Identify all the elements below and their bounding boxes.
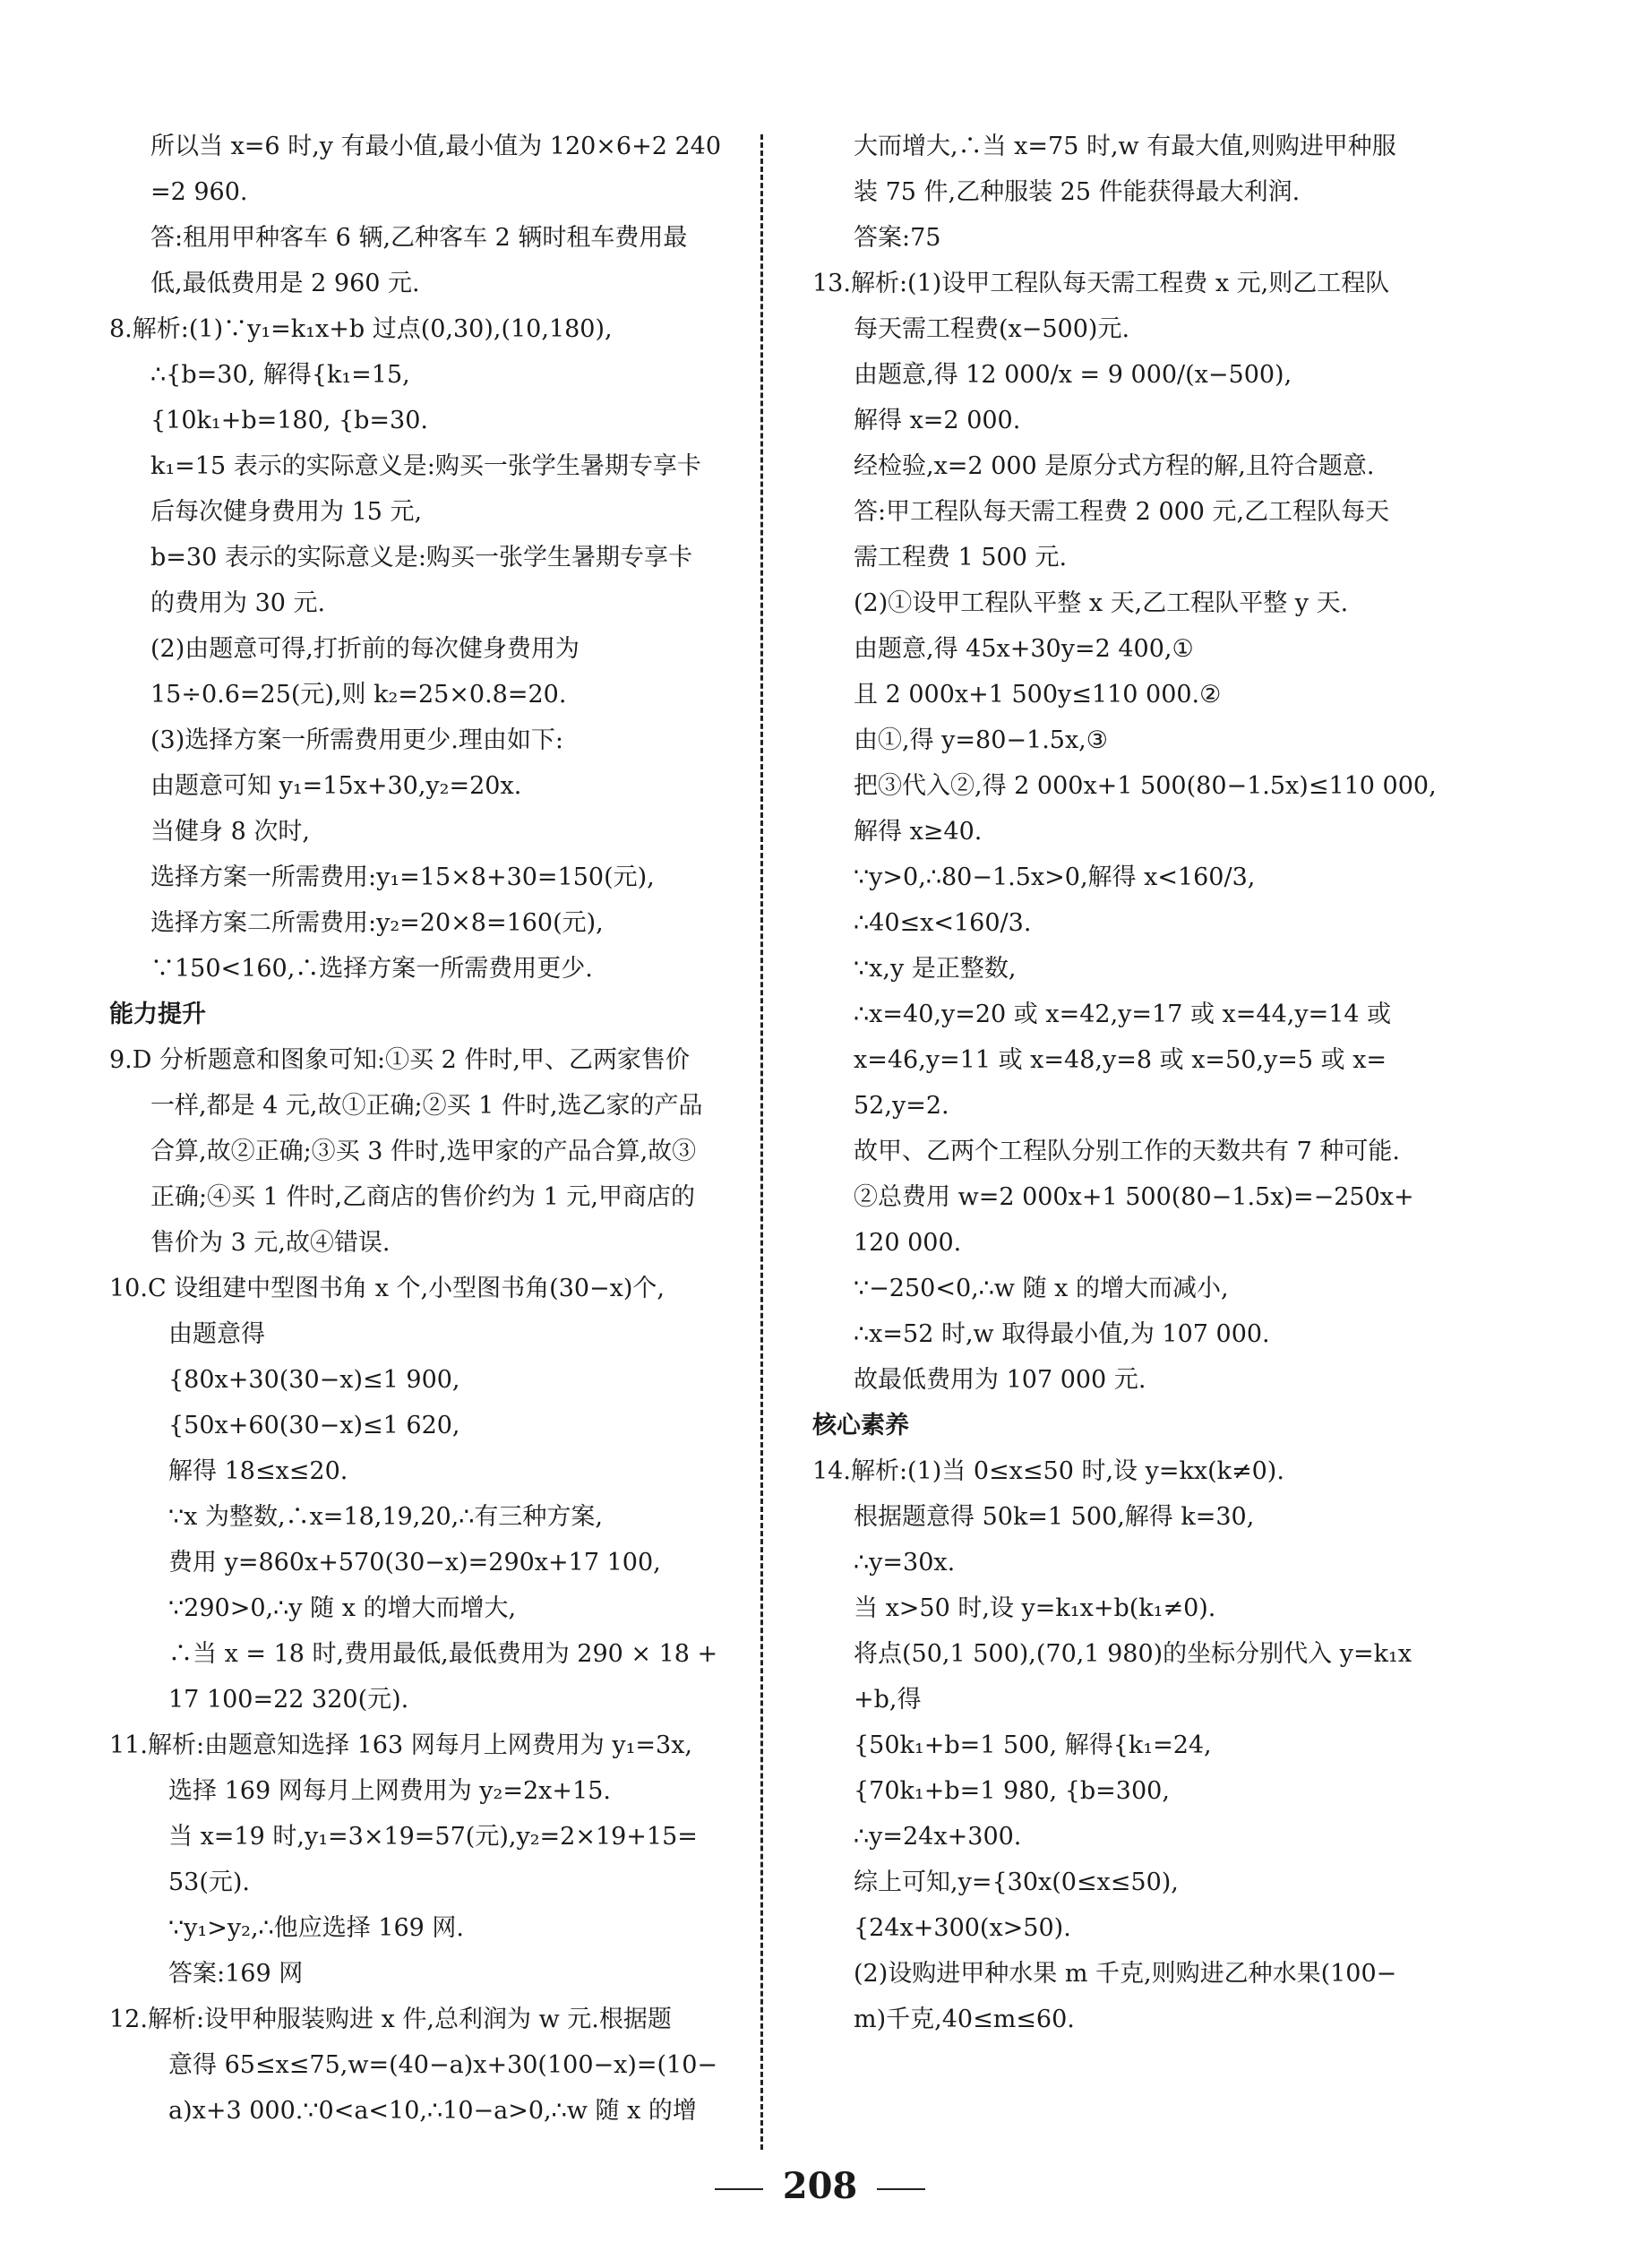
text-line: (2)由题意可得,打折前的每次健身费用为 [150,635,580,663]
text-line: 答:租用甲种客车 6 辆,乙种客车 2 辆时租车费用最 [150,224,688,252]
text-line: a)x+3 000.∵0<a<10,∴10−a>0,∴w 随 x 的增 [168,2097,697,2125]
text-line: 选择方案一所需费用:y₁=15×8+30=150(元), [150,863,655,891]
text-line: 答:甲工程队每天需工程费 2 000 元,乙工程队每天 [854,498,1390,526]
text-line: 答案:75 [854,224,941,252]
text-line: 答案:169 网 [168,1960,304,1988]
text-line: 每天需工程费(x−500)元. [854,315,1130,343]
text-line: 120 000. [854,1229,962,1257]
text-line: (2)设购进甲种水果 m 千克,则购进乙种水果(100− [854,1960,1397,1988]
text-line: {80x+30(30−x)≤1 900, [168,1366,460,1394]
text-line: ②总费用 w=2 000x+1 500(80−1.5x)=−250x+ [854,1183,1414,1211]
text-line: {50k₁+b=1 500, 解得{k₁=24, [854,1731,1212,1759]
text-line: k₁=15 表示的实际意义是:购买一张学生暑期专享卡 [150,452,701,480]
text-line: 17 100=22 320(元). [168,1686,409,1714]
footer-dash-left [715,2188,763,2190]
text-line: 正确;④买 1 件时,乙商店的售价约为 1 元,甲商店的 [150,1183,695,1211]
text-line: 15÷0.6=25(元),则 k₂=25×0.8=20. [150,681,567,709]
text-line: 故最低费用为 107 000 元. [854,1366,1146,1394]
text-line: 大而增大,∴当 x=75 时,w 有最大值,则购进甲种服 [854,133,1396,160]
text-line: {24x+300(x>50). [854,1914,1071,1942]
text-line: ∵−250<0,∴w 随 x 的增大而减小, [854,1275,1229,1302]
column-divider [760,134,763,2150]
text-line: (2)①设甲工程队平整 x 天,乙工程队平整 y 天. [854,589,1349,617]
text-line: 需工程费 1 500 元. [854,544,1068,571]
footer-dash-right [877,2188,925,2190]
text-line: 经检验,x=2 000 是原分式方程的解,且符合题意. [854,452,1375,480]
text-line: (3)选择方案一所需费用更少.理由如下: [150,726,563,754]
text-line: ∴当 x = 18 时,费用最低,最低费用为 290 × 18 + [168,1640,718,1668]
page-footer [0,2165,1640,2207]
text-line: 根据题意得 50k=1 500,解得 k=30, [854,1503,1255,1531]
text-line: b=30 表示的实际意义是:购买一张学生暑期专享卡 [150,544,692,571]
text-line: 当健身 8 次时, [150,818,310,846]
text-line: 后每次健身费用为 15 元, [150,498,423,526]
text-line: =2 960. [150,178,248,206]
text-line: 12.解析:设甲种服装购进 x 件,总利润为 w 元.根据题 [109,2006,672,2033]
text-line: m)千克,40≤m≤60. [854,2006,1075,2033]
text-line: {10k₁+b=180, {b=30. [150,407,428,434]
text-line: x=46,y=11 或 x=48,y=8 或 x=50,y=5 或 x= [854,1046,1387,1074]
text-line: ∵150<160,∴选择方案一所需费用更少. [150,955,593,983]
text-line: 由题意得 [168,1320,265,1348]
text-line: 解得 x=2 000. [854,407,1021,434]
text-line: 由题意可知 y₁=15x+30,y₂=20x. [150,772,522,800]
text-line: {50x+60(30−x)≤1 620, [168,1412,460,1439]
text-line: ∴x=40,y=20 或 x=42,y=17 或 x=44,y=14 或 [854,1001,1392,1028]
text-line: 14.解析:(1)当 0≤x≤50 时,设 y=kx(k≠0). [812,1457,1284,1485]
text-line: ∵x 为整数,∴x=18,19,20,∴有三种方案, [168,1503,603,1531]
text-line: ∵y>0,∴80−1.5x>0,解得 x<160/3, [854,863,1256,891]
section-heading: 能力提升 [109,1001,206,1028]
text-line: ∴y=30x. [854,1549,956,1576]
text-line: 意得 65≤x≤75,w=(40−a)x+30(100−x)=(10− [168,2051,718,2079]
text-line: ∴x=52 时,w 取得最小值,为 107 000. [854,1320,1270,1348]
text-line: 售价为 3 元,故④错误. [150,1229,391,1257]
text-line: 费用 y=860x+570(30−x)=290x+17 100, [168,1549,661,1576]
text-line: ∵290>0,∴y 随 x 的增大而增大, [168,1594,517,1622]
text-line: 选择方案二所需费用:y₂=20×8=160(元), [150,909,604,937]
text-line: 当 x=19 时,y₁=3×19=57(元),y₂=2×19+15= [168,1823,698,1851]
text-line: ∴40≤x<160/3. [854,909,1032,937]
text-line: 由题意,得 45x+30y=2 400,① [854,635,1194,663]
text-line: 52,y=2. [854,1092,949,1120]
text-line: 选择 169 网每月上网费用为 y₂=2x+15. [168,1777,611,1805]
text-line: 解得 x≥40. [854,818,983,846]
text-line: 故甲、乙两个工程队分别工作的天数共有 7 种可能. [854,1138,1400,1165]
text-line: 把③代入②,得 2 000x+1 500(80−1.5x)≤110 000, [854,772,1437,800]
text-line: ∵y₁>y₂,∴他应选择 169 网. [168,1914,464,1942]
left-column [109,124,727,2134]
text-line: 10.C 设组建中型图书角 x 个,小型图书角(30−x)个, [109,1275,665,1302]
text-line: 13.解析:(1)设甲工程队每天需工程费 x 元,则乙工程队 [812,270,1390,297]
text-line: ∴y=24x+300. [854,1823,1022,1851]
right-column [812,124,1437,2042]
text-line: 由题意,得 12 000/x = 9 000/(x−500), [854,361,1292,389]
text-line: {70k₁+b=1 980, {b=300, [854,1777,1170,1805]
text-line: 8.解析:(1)∵y₁=k₁x+b 过点(0,30),(10,180), [109,315,613,343]
text-line: 且 2 000x+1 500y≤110 000.② [854,681,1222,709]
text-line: 的费用为 30 元. [150,589,326,617]
text-line: 当 x>50 时,设 y=k₁x+b(k₁≠0). [854,1594,1216,1622]
section-heading: 核心素养 [812,1412,909,1439]
text-line: 由①,得 y=80−1.5x,③ [854,726,1108,754]
text-line: ∴{b=30, 解得{k₁=15, [150,361,410,389]
text-line: 解得 18≤x≤20. [168,1457,348,1485]
text-line: 低,最低费用是 2 960 元. [150,270,420,297]
text-line: 所以当 x=6 时,y 有最小值,最小值为 120×6+2 240 [150,133,722,160]
text-line: 装 75 件,乙种服装 25 件能获得最大利润. [854,178,1301,206]
text-line: 53(元). [168,1869,251,1896]
text-line: 合算,故②正确;③买 3 件时,选甲家的产品合算,故③ [150,1138,697,1165]
text-line: ∵x,y 是正整数, [854,955,1017,983]
text-line: 综上可知,y={30x(0≤x≤50), [854,1869,1179,1896]
page-number: 208 [782,2165,858,2207]
text-line: 将点(50,1 500),(70,1 980)的坐标分别代入 y=k₁x [854,1640,1412,1668]
text-line: 9.D 分析题意和图象可知:①买 2 件时,甲、乙两家售价 [109,1046,691,1074]
text-line: 一样,都是 4 元,故①正确;②买 1 件时,选乙家的产品 [150,1092,703,1120]
text-line: +b,得 [854,1686,922,1714]
text-line: 11.解析:由题意知选择 163 网每月上网费用为 y₁=3x, [109,1731,693,1759]
